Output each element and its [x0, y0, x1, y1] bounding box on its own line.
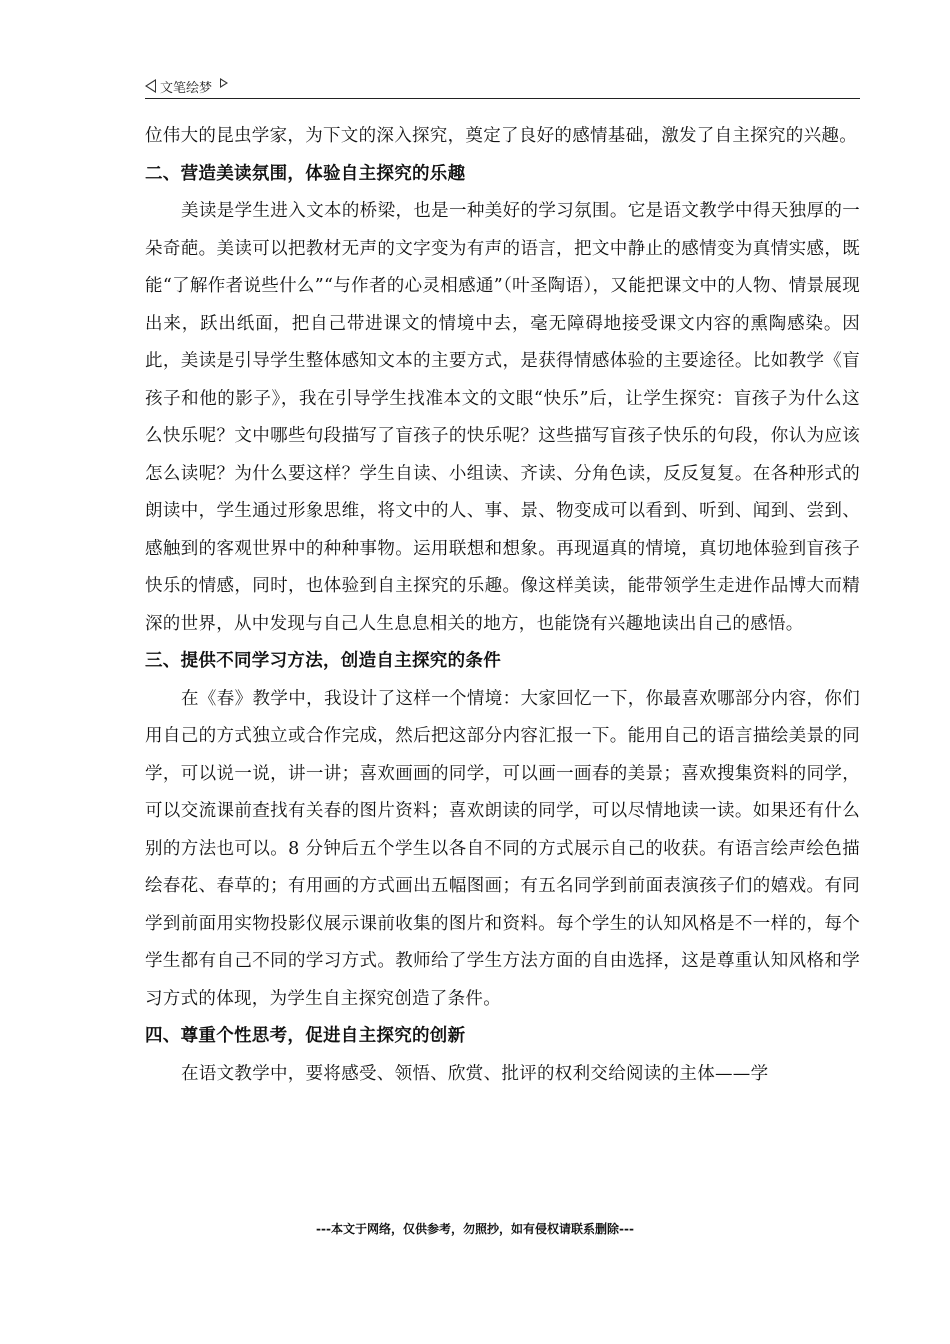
page-footer: ---本文于网络，仅供参考，勿照抄，如有侵权请联系删除---	[316, 1222, 634, 1236]
header-divider	[145, 98, 860, 99]
section-heading: 四、尊重个性思考，促进自主探究的创新	[145, 1026, 466, 1046]
paragraph: 美读是学生进入文本的桥梁，也是一种美好的学习氛围。它是语文教学中得天独厚的一朵奇葩。美读可以把教材无声的文字变为有声的语言，把文中静止的感情变为真情实感，既能“了解作者说些什么”“与作者的心灵相感通”（叶圣陶语），又能把课文中的人物、情景展现出来，跃出纸面，把自己带进课文的情境中去，毫无障碍地接受课文内容的熏陶感染。因此，美读是引导学生整体感知文本的主要方式，是获得情感体验的主要途径。比如教学《盲孩子和他的影子》，我在引导学生找准本文的文眼“快乐”后，让学生探究：盲孩子为什么这么快乐呢？文中哪些句段描写了盲孩子的快乐呢？这些描写盲孩子快乐的句段，你认为应该怎么读呢？为什么要这样？学生自读、小组读、齐读、分角色读，反反复复。在各种形式的朗读中，学生通过形象思维，将文中的人、事、景、物变成可以看到、听到、闻到、尝到、感触到的客观世界中的种种事物。运用联想和想象。再现逼真的情境，真切地体验到盲孩子快乐的情感，同时，也体验到自主探究的乐趣。像这样美读，能带领学生走进作品博大而精深的世界，从中发现与自己人生息息相关的地方，也能饶有兴趣地读出自己的感悟。	[145, 201, 860, 634]
page-header	[145, 76, 860, 96]
section-heading: 二、营造美读氛围，体验自主探究的乐趣	[145, 163, 466, 184]
triangle-left-icon	[145, 79, 156, 93]
paragraph: 在语文教学中，要将感受、领悟、欣赏、批评的权利交给阅读的主体——学	[181, 1063, 769, 1084]
document-body	[145, 118, 860, 1093]
paragraph: 在《春》教学中，我设计了这样一个情境：大家回忆一下，你最喜欢哪部分内容，你们用自己的方式独立或合作完成，然后把这部分内容汇报一下。能用自己的语言描绘美景的同学，可以说一说，讲一讲；喜欢画画的同学，可以画一画春的美景；喜欢搜集资料的同学，可以交流课前查找有关春的图片资料；喜欢朗读的同学，可以尽情地读一读。如果还有什么别的方法也可以。8 分钟后五个学生以各自不同的方式展示自己的收获。有语言绘声绘色描绘春花、春草的；有用画的方式画出五幅图画；有五名同学到前面表演孩子们的嬉戏。有同学到前面用实物投影仪展示课前收集的图片和资料。每个学生的认知风格是不一样的，每个学生都有自己不同的学习方式。教师给了学生方法方面的自由选择，这是尊重认知风格和学习方式的体现，为学生自主探究创造了条件。	[145, 688, 860, 1009]
section-heading: 三、提供不同学习方法，创造自主探究的条件	[145, 651, 501, 671]
header-title: 文笔绘梦	[160, 80, 213, 96]
triangle-right-icon	[220, 78, 228, 88]
paragraph: 位伟大的昆虫学家，为下文的深入探究，奠定了良好的感情基础，激发了自主探究的兴趣。	[145, 126, 857, 146]
